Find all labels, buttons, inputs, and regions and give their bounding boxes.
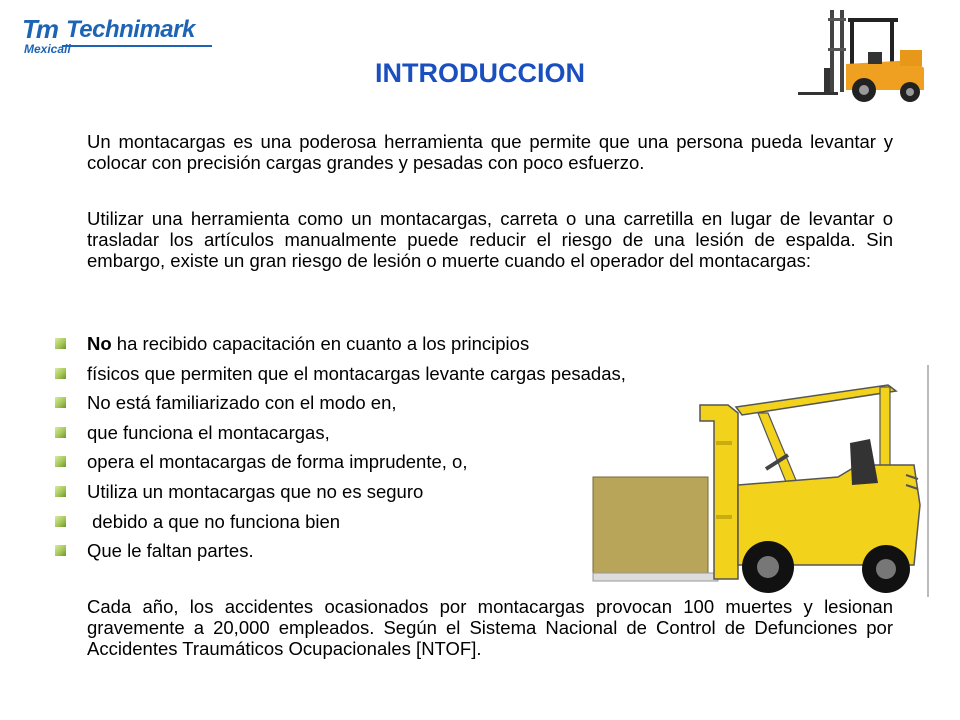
bullet-square-icon bbox=[55, 516, 66, 527]
logo-name: Technimark bbox=[66, 16, 195, 43]
page-title: INTRODUCCION bbox=[375, 58, 585, 88]
closing-paragraph: Cada año, los accidentes ocasionados por montacargas provocan 100 muertes y lesionan gravemente a 20,000 empleados. Según el Sistema Nacional de Control de Defunciones por Accidentes Traumáticos Ocupacionales [NTOF]. bbox=[87, 596, 893, 659]
logo-mark: Tm bbox=[22, 14, 57, 44]
company-logo bbox=[22, 14, 222, 54]
bullet-text: debido a que no funciona bien bbox=[87, 510, 341, 532]
bullet-text: Que le faltan partes. bbox=[87, 540, 254, 562]
bullet-text bbox=[87, 333, 529, 355]
bullet-square-icon bbox=[55, 427, 66, 438]
bullet-square-icon bbox=[55, 486, 66, 497]
logo-rule bbox=[62, 45, 212, 47]
intro-paragraph-1: Un montacargas es una poderosa herramienta que permite que una persona pueda levantar y colocar con precisión cargas grandes y pesadas con poco esfuerzo. bbox=[87, 131, 893, 173]
bullet-square-icon bbox=[55, 397, 66, 408]
bullet-bold: No bbox=[87, 333, 112, 354]
bullet-rest: ha recibido capacitación en cuanto a los principios bbox=[111, 333, 530, 354]
intro-paragraph-2: Utilizar una herramienta como un montacargas, carreta o una carretilla en lugar de levantar o trasladar los artículos manualmente puede reducir el riesgo de una lesión de espalda. Sin embargo, existe un gran riesgo de lesión o muerte cuando el operador del montacargas: bbox=[87, 208, 893, 271]
bullet-text: que funciona el montacargas, bbox=[87, 421, 330, 443]
bullet-text: físicos que permiten que el montacargas levante cargas pesadas, bbox=[87, 362, 626, 384]
bullet-square-icon bbox=[55, 338, 66, 349]
bullet-square-icon bbox=[55, 545, 66, 556]
bullet-text: Utiliza un montacargas que no es seguro bbox=[87, 480, 424, 502]
bullet-square-icon bbox=[55, 368, 66, 379]
bullet-text: opera el montacargas de forma imprudente, o, bbox=[87, 451, 468, 473]
logo-subtitle: Mexicali bbox=[24, 42, 71, 56]
bullet-text: No está familiarizado con el modo en, bbox=[87, 392, 397, 414]
bullet-square-icon bbox=[55, 456, 66, 467]
forklift-illustration-icon bbox=[588, 365, 933, 605]
forklift-photo-icon bbox=[790, 8, 940, 104]
